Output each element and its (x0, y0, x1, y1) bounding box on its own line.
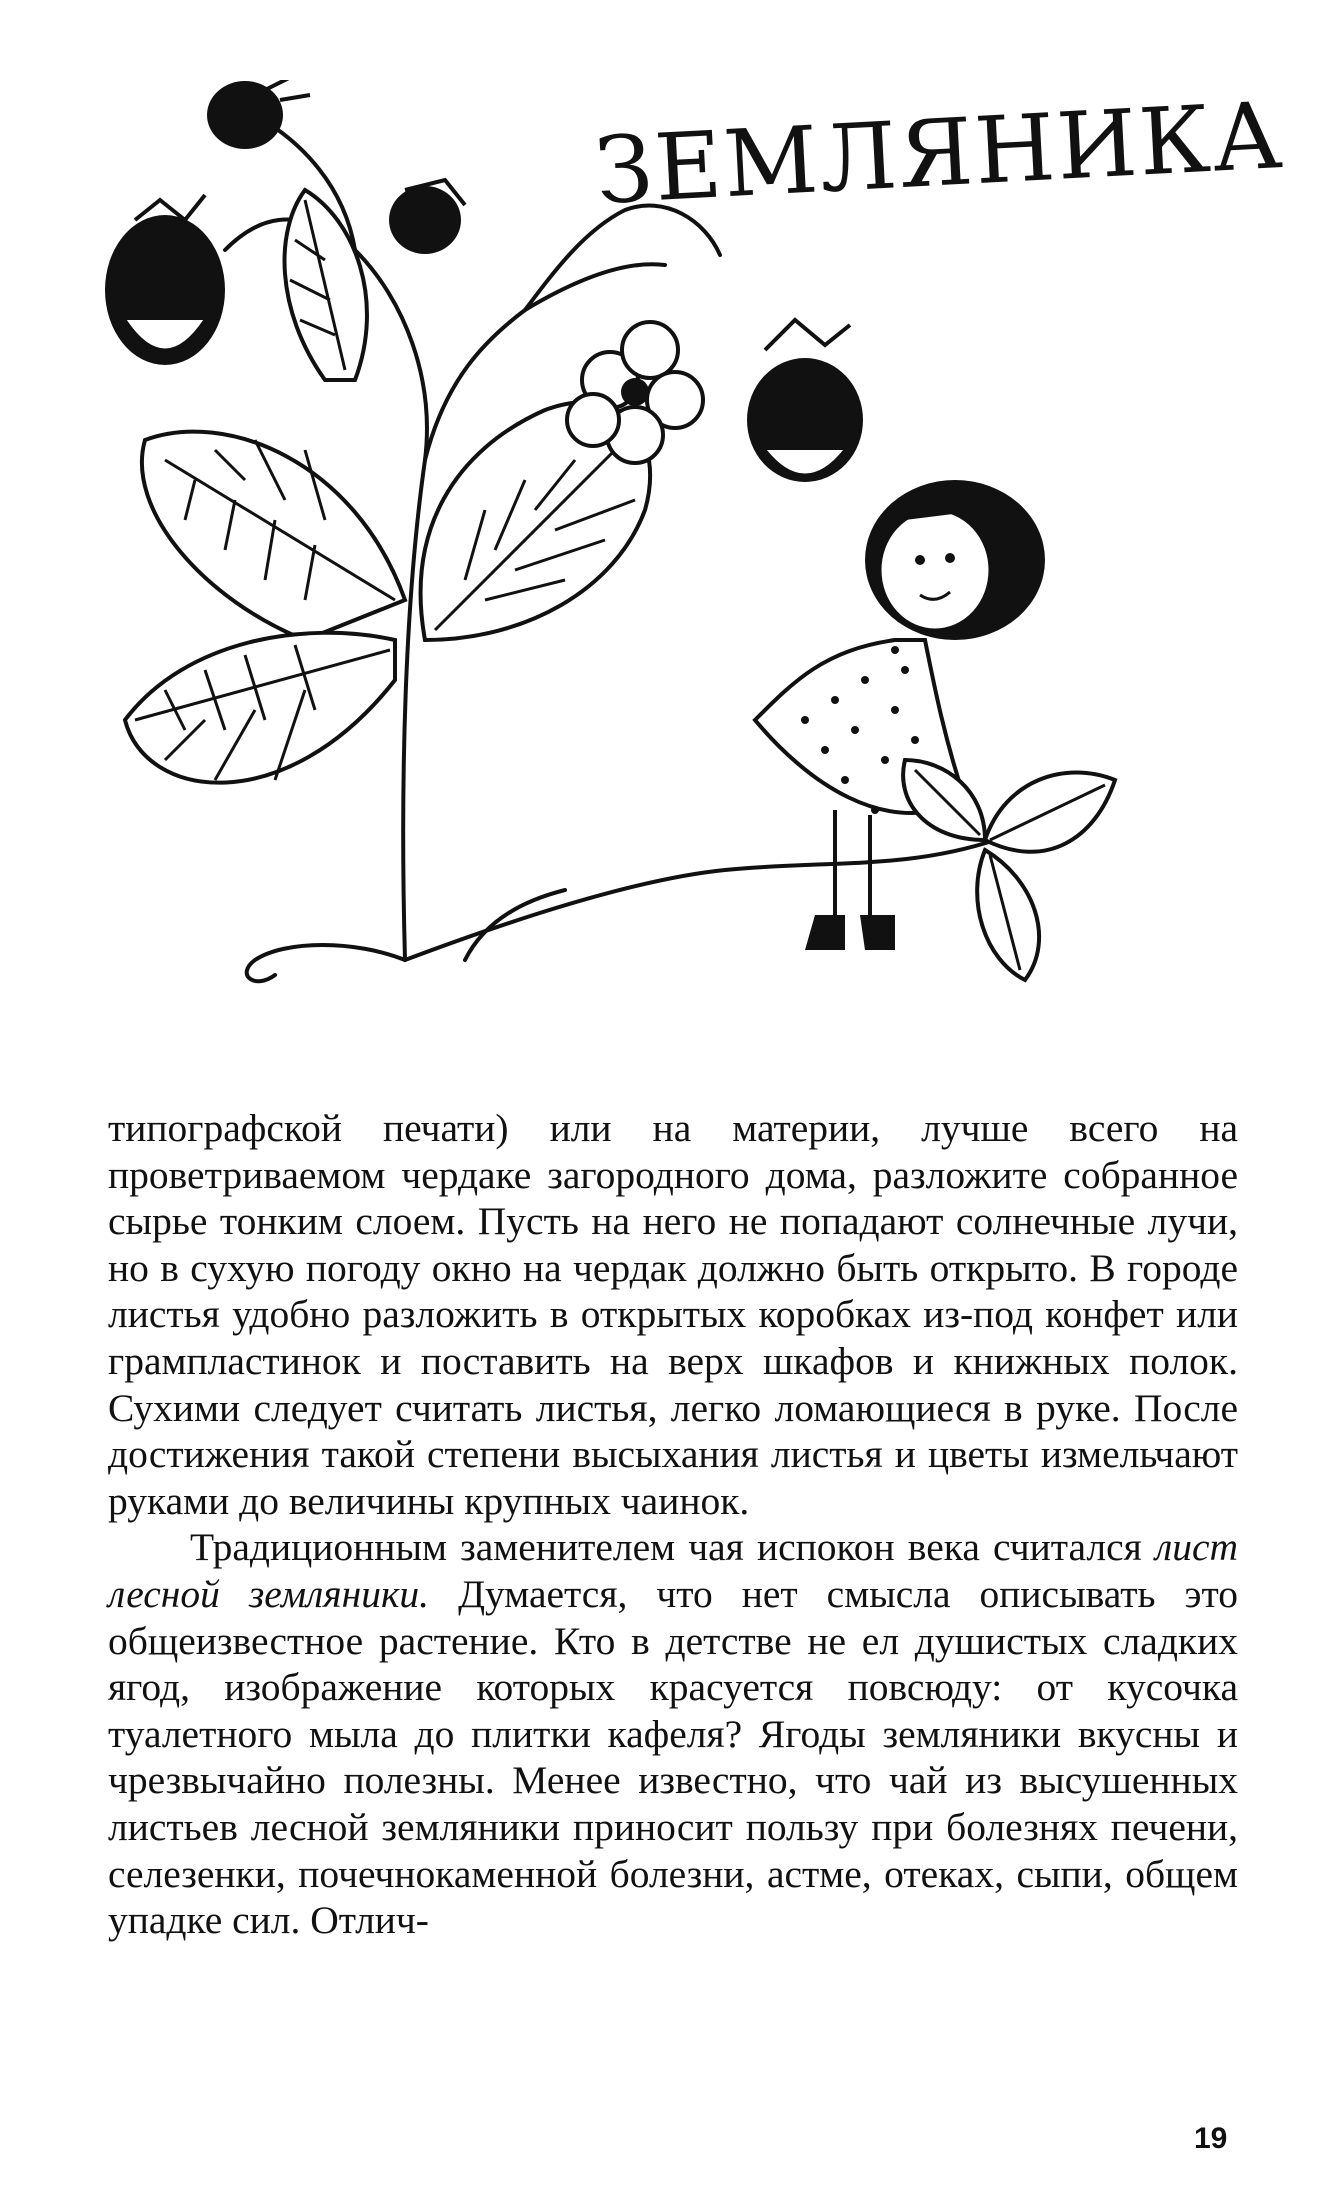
strawberry-berry-icon (747, 320, 863, 482)
emphasized-term: лист лесной земляники. (108, 1525, 1238, 1616)
paragraph (108, 1524, 1238, 1943)
page-number: 19 (1194, 2122, 1228, 2155)
paragraph-text: Думается, что нет смысла описывать это общеизвестное растение. Кто в детстве не ел душистых сладких ягод, изображение которых красуется повсюду: от кусочка туалетного мыла до плитки кафеля? Ягоды земляники вкусны и чрезвычайно полезны. Менее известно, что чай из высушенных листьев лесной земляники приносит пользу при болезнях печени, селезенки, почечнокаменной болезни, астме, отеках, сыпи, общем упадке сил. Отлич- (108, 1571, 1239, 1943)
leaf-small-right (903, 760, 1115, 980)
strawberry-flower-icon (567, 322, 703, 463)
strawberry-berry-icon (389, 180, 465, 254)
strawberry-illustration (105, 80, 1235, 1040)
strawberry-berry-icon (105, 195, 225, 365)
paragraph: типографской печати) или на материи, лучше всего на проветриваемом чердаке загородного дома, разложите собранное сырье тонким слоем. Пусть на него не попадают солнечные лучи, но в сухую погоду окно на чердак должно быть открыто. В городе листья удобно разложить в открытых коробках из-под конфет или грампластинок и поставить на верх шкафов и книжных полок. Сухими следует считать листья, легко ломающиеся в руке. После достижения такой степени высыхания листья и цветы измельчают руками до величины крупных чаинок. (108, 1106, 1238, 1523)
leaf-large-left (142, 432, 405, 640)
leaf-large-bottom (125, 633, 395, 783)
leaf-small-top (285, 190, 367, 380)
body-text (108, 1105, 1238, 1944)
paragraph-text: Традиционным заменителем чая испокон века считался (190, 1525, 1155, 1570)
strawberry-berry-icon (207, 80, 310, 149)
page-heading: ЗЕМЛЯНИКА (592, 82, 1287, 225)
